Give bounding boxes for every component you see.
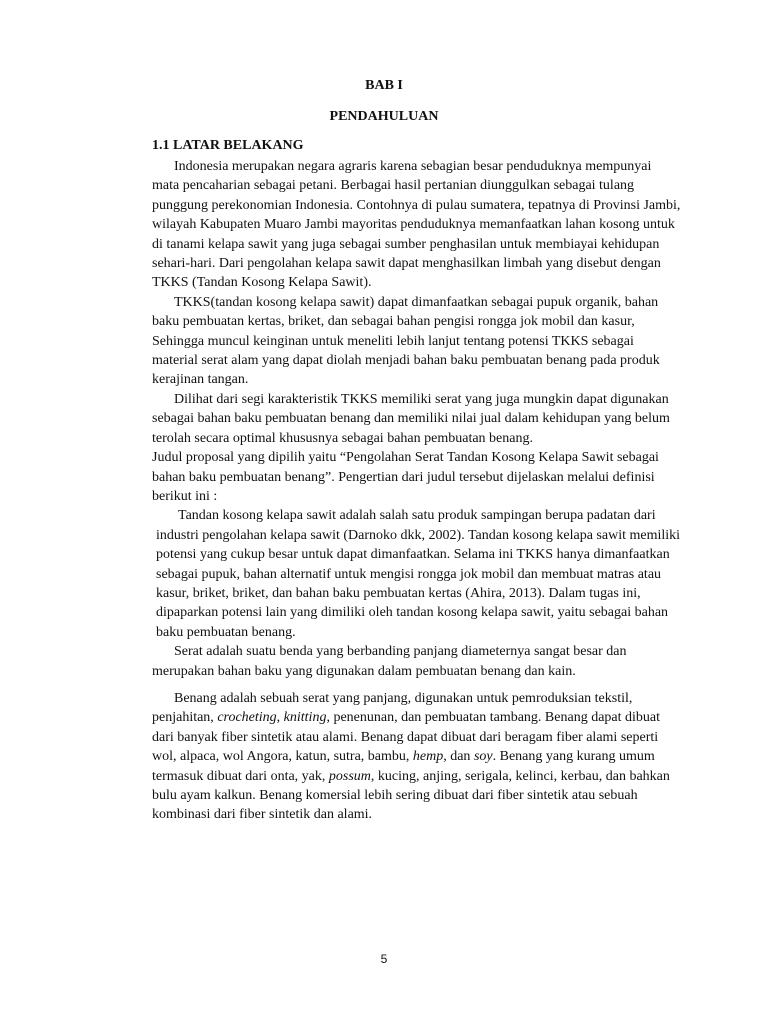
text-run: Judul proposal yang dipilih yaitu “Pengolahan Serat Tandan Kosong Kelapa Sawit sebagai bahan baku pembuatan benang”. Pengertian dari judul tersebut dijelaskan melalui definisi berikut ini : bbox=[152, 450, 659, 504]
text-run: Benang adalah sebuah serat yang panjang, digunakan untuk pemroduksian tekstil, penjahitan, bbox=[152, 690, 633, 726]
paragraph-intro bbox=[152, 157, 682, 293]
paragraph-yarn-definition bbox=[152, 689, 682, 825]
paragraph-characteristics bbox=[152, 390, 682, 448]
body-text bbox=[152, 157, 682, 825]
text-run: , bbox=[276, 710, 284, 726]
italic-term: knitting bbox=[283, 710, 327, 726]
text-run: Serat adalah suatu benda yang berbanding panjang diameternya sangat besar dan merupakan bahan baku yang digunakan dalam pembuatan benang dan kain. bbox=[152, 644, 627, 679]
italic-term: crocheting bbox=[217, 710, 277, 726]
paragraph-tkks-uses bbox=[152, 293, 682, 390]
italic-term: hemp bbox=[412, 749, 444, 765]
text-run: , penenunan, dan pembuatan tambang. Benang dapat dibuat dari banyak fiber sintetik atau alami. Benang dapat dibuat dari beragam fiber alami seperti wol, alpaca, wol Angora, katun, sutra, bambu, bbox=[152, 710, 661, 765]
text-run: Tandan kosong kelapa sawit adalah salah satu produk sampingan berupa padatan dari industri pengolahan kelapa sawit (Darnoko dkk, 2002). Tandan kosong kelapa sawit memiliki potensi yang cukup besar untuk dapat dimanfaatkan. Selama ini TKKS hanya dimanfaatkan sebagai pupuk, bahan alternatif untuk mengisi rongga jok mobil dan membuat matras atau kasur, briket, briket, dan bahan baku pembuatan kertas (Ahira, 2013). Dalam tugas ini, dipaparkan potensi lain yang dimiliki oleh tandan kosong kelapa sawit, yaitu sebagai bahan baku pembuatan benang. bbox=[156, 508, 681, 640]
text-run: Dilihat dari segi karakteristik TKKS memiliki serat yang juga mungkin dapat digunakan sebagai bahan baku pembuatan benang dan memiliki nilai jual dalam kehidupan yang belum terolah secara optimal khususnya sebagai bahan pembuatan benang. bbox=[152, 391, 670, 446]
text-run: . Benang yang kurang umum termasuk dibuat dari onta, yak, bbox=[152, 749, 655, 784]
text-run: TKKS(tandan kosong kelapa sawit) dapat dimanfaatkan sebagai pupuk organik, bahan baku pembuatan kertas, briket, dan sebagai bahan pengisi rongga jok mobil dan kasur, Sehingga muncul keinginan untuk meneliti lebih lanjut tentang potensi TKKS sebagai material serat alam yang dapat diolah menjadi bahan baku pembuatan benang pada produk kerajinan tangan. bbox=[152, 294, 660, 388]
chapter-number: BAB I bbox=[365, 78, 403, 93]
italic-term: soy bbox=[473, 749, 493, 765]
chapter-title: PENDAHULUAN bbox=[329, 109, 439, 124]
text-run: Indonesia merupakan negara agraris karena sebagian besar penduduknya mempunyai mata pencaharian sebagai petani. Berbagai hasil pertanian diunggulkan sebagai tulang punggung perekonomian Indonesia. Contohnya di pulau sumatera, tepatnya di Provinsi Jambi, wilayah Kabupaten Muaro Jambi mayoritas penduduknya memanfaatkan lahan kosong untuk di tanami kelapa sawit yang juga sebagai sumber penghasilan untuk membiayai kehidupan sehari-hari. Dari pengolahan kelapa sawit dapat menghasilkan limbah yang disebut dengan TKKS (Tandan Kosong Kelapa Sawit). bbox=[152, 159, 681, 291]
italic-term: possum bbox=[328, 768, 371, 784]
paragraph-tkks-definition bbox=[152, 506, 682, 642]
paragraph-fiber-definition bbox=[152, 642, 682, 681]
section-heading: 1.1 LATAR BELAKANG bbox=[152, 138, 304, 153]
page-number: 5 bbox=[380, 952, 388, 966]
text-run: , dan bbox=[443, 749, 474, 765]
paragraph-proposal-title bbox=[152, 448, 682, 506]
text-run: , kucing, anjing, serigala, kelinci, kerbau, dan bahkan bulu ayam kalkun. Benang komersial lebih sering dibuat dari fiber sintetik atau sebuah kombinasi dari fiber sintetik dan alami. bbox=[152, 768, 670, 823]
